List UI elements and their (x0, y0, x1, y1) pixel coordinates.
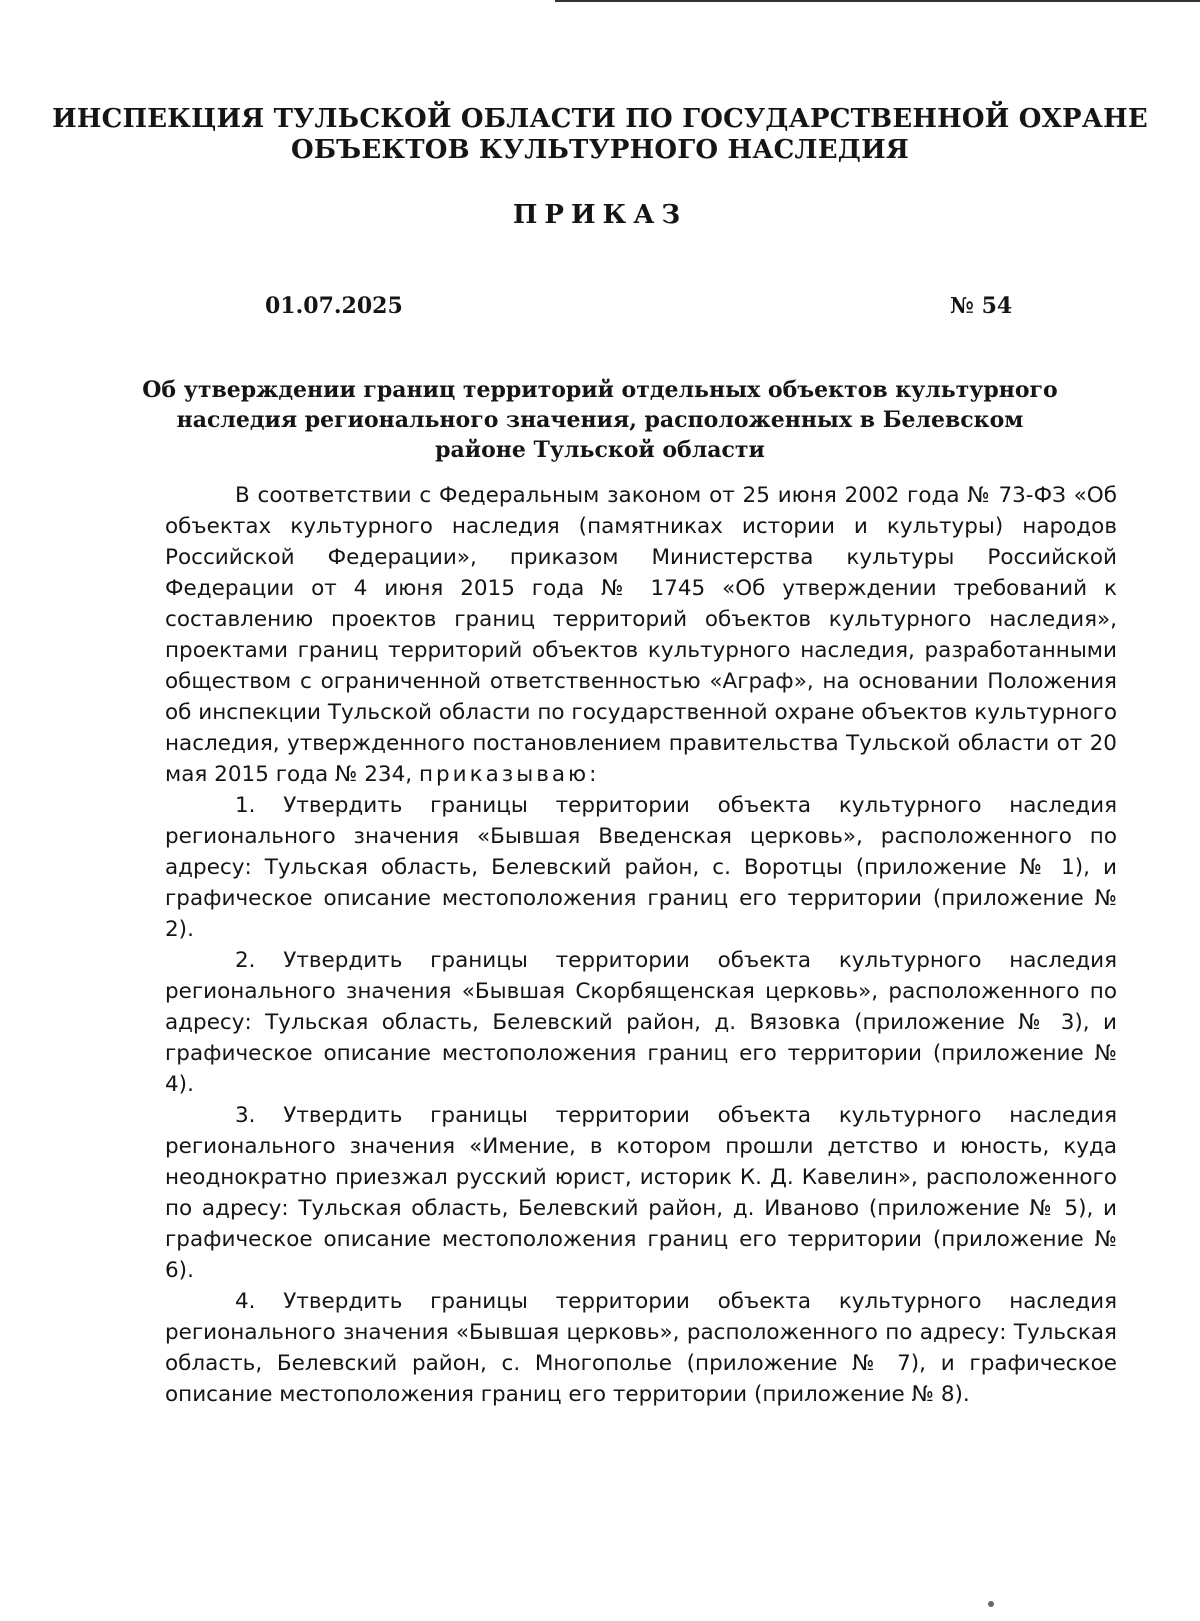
order-subject: Об утверждении границ территорий отдельных объектов культурного наследия регионального значения, расположенных в Белевском районе Тульской области (142, 377, 1058, 463)
order-number: № 54 (950, 293, 1013, 319)
order-body (165, 480, 1117, 1410)
document-type: ПРИКАЗ (512, 200, 688, 230)
organization-heading: ИНСПЕКЦИЯ ТУЛЬСКОЙ ОБЛАСТИ ПО ГОСУДАРСТВЕННОЙ ОХРАНЕ ОБЪЕКТОВ КУЛЬТУРНОГО НАСЛЕДИЯ (52, 104, 1148, 165)
order-item-2: 2. Утвердить границы территории объекта культурного наследия регионального значения «Бывшая Скорбященская церковь», расположенного по адресу: Тульская область, Белевский район, д. Вязовка (приложение № 3), и графическое описание местоположения границ его территории (приложение № 4). (165, 948, 1117, 1097)
order-item-4: 4. Утвердить границы территории объекта культурного наследия регионального значения «Бывшая церковь», расположенного по адресу: Тульская область, Белевский район, с. Многополье (приложение № 7), и графическое описание местоположения границ его территории (приложение № 8). (165, 1289, 1117, 1407)
preamble-text: В соответствии с Федеральным законом от 25 июня 2002 года № 73-ФЗ «Об объектах культурного наследия (памятниках истории и культуры) народов Российской Федерации», приказом Министерства культуры Российской Федерации от 4 июня 2015 года № 1745 «Об утверждении требований к составлению проектов границ территорий объектов культурного наследия», проектами границ территорий объектов культурного наследия, разработанными обществом с ограниченной ответственностью «Аграф», на основании Положения об инспекции Тульской области по государственной охране объектов культурного наследия, утвержденного постановлением правительства Тульской области от 20 мая 2015 года № 234, (165, 483, 1117, 787)
scan-edge-line (555, 0, 1200, 2)
scan-dot (988, 1601, 994, 1607)
order-item-3: 3. Утвердить границы территории объекта культурного наследия регионального значения «Имение, в котором прошли детство и юность, куда неоднократно приезжал русский юрист, историк К. Д. Кавелин», расположенного по адресу: Тульская область, Белевский район, д. Иваново (приложение № 5), и графическое описание местоположения границ его территории (приложение № 6). (165, 1103, 1117, 1283)
order-word: приказываю: (418, 762, 600, 787)
order-date: 01.07.2025 (265, 293, 403, 319)
preamble-paragraph (165, 480, 1117, 790)
order-item-1: 1. Утвердить границы территории объекта культурного наследия регионального значения «Бывшая Введенская церковь», расположенного по адресу: Тульская область, Белевский район, с. Воротцы (приложение № 1), и графическое описание местоположения границ его территории (приложение № 2). (165, 793, 1117, 942)
